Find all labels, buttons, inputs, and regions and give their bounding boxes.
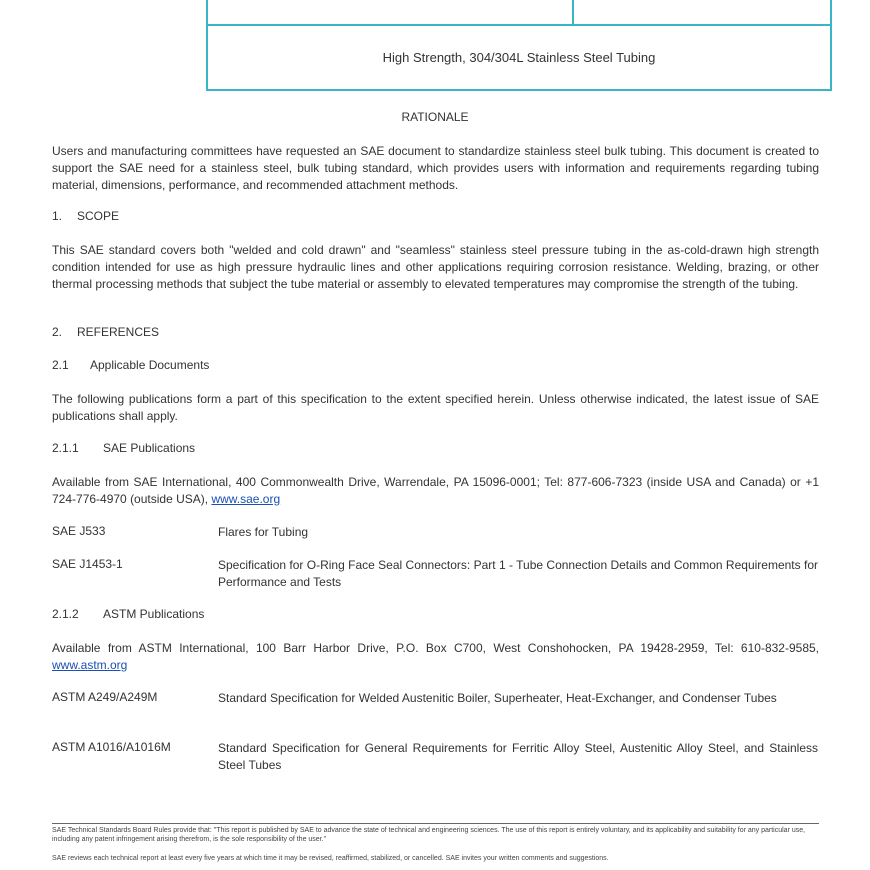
sae-website-link[interactable]: www.sae.org — [211, 492, 281, 506]
sae-publications-text: Available from SAE International, 400 Commonwealth Drive, Warrendale, PA 15096-0001; Tel: 877-606-7323 (inside USA and Canada) or +1 724-776-4970 (outside USA), — [52, 475, 819, 506]
header-cell-divider — [572, 0, 574, 26]
astm-publications-body — [52, 640, 819, 674]
reference-description: Flares for Tubing — [218, 525, 309, 539]
footer-rule — [52, 823, 819, 824]
sae-publications-title: SAE Publications — [103, 441, 196, 455]
astm-publications-number: 2.1.2 — [52, 607, 79, 621]
reference-code: ASTM A249/A249M — [52, 690, 158, 704]
reference-description: Standard Specification for Welded Austenitic Boiler, Superheater, Heat-Exchanger, and Condenser Tubes — [218, 691, 777, 705]
references-title: REFERENCES — [77, 325, 160, 339]
astm-website-link[interactable]: www.astm.org — [52, 658, 128, 672]
sae-publications-number: 2.1.1 — [52, 441, 79, 455]
reference-code: ASTM A1016/A1016M — [52, 740, 171, 754]
reference-description: Specification for O-Ring Face Seal Connectors: Part 1 - Tube Connection Details and Common Requirements for Performance and Tests — [218, 558, 818, 589]
reference-code: SAE J1453-1 — [52, 557, 123, 571]
footer-review-notice: SAE reviews each technical report at least every five years at which time it may be revised, reaffirmed, stabilized, or cancelled. SAE invites your written comments and suggestions. — [52, 855, 609, 862]
applicable-documents-body: The following publications form a part of this specification to the extent specified herein. Unless otherwise indicated, the latest issue of SAE publications shall apply. — [52, 392, 819, 423]
rationale-heading: RATIONALE — [401, 110, 469, 124]
footer-disclaimer: SAE Technical Standards Board Rules provide that: "This report is published by SAE to advance the state of technical and engineering sciences. The use of this report is entirely voluntary, and its applicability and suitability for any particular use, including any patent infringement arising therefrom, is the sole responsibility of the user." — [52, 827, 806, 843]
applicable-documents-title: Applicable Documents — [90, 358, 210, 372]
reference-description: Standard Specification for General Requirements for Ferritic Alloy Steel, Austenitic Alloy Steel, and Stainless Steel Tubes — [218, 741, 818, 772]
applicable-documents-number: 2.1 — [52, 358, 69, 372]
document-header-box — [206, 0, 832, 91]
astm-publications-title: ASTM Publications — [103, 607, 205, 621]
rationale-body: Users and manufacturing committees have requested an SAE document to standardize stainless steel bulk tubing. This document is created to support the SAE need for a stainless steel, bulk tubing standard, which provides users with information and requirements regarding tubing material, dimensions, performance, and recommended attachment methods. — [52, 144, 819, 192]
astm-publications-text: Available from ASTM International, 100 Barr Harbor Drive, P.O. Box C700, West Conshohocken, PA 19428-2959, Tel: 610-832-9585, — [52, 641, 819, 655]
scope-number: 1. — [52, 209, 63, 223]
references-number: 2. — [52, 325, 63, 339]
scope-title: SCOPE — [77, 209, 120, 223]
scope-body: This SAE standard covers both "welded and cold drawn" and "seamless" stainless steel pressure tubing in the as-cold-drawn high strength condition intended for use as high pressure hydraulic lines and other applications requiring corrosion resistance. Welding, brazing, or other thermal processing methods that subject the tube material or assembly to elevated temperatures may compromise the strength of the tubing. — [52, 243, 819, 291]
document-title: High Strength, 304/304L Stainless Steel Tubing — [382, 50, 656, 65]
header-top-row — [208, 0, 830, 26]
sae-publications-body — [52, 474, 819, 508]
reference-code: SAE J533 — [52, 524, 106, 538]
